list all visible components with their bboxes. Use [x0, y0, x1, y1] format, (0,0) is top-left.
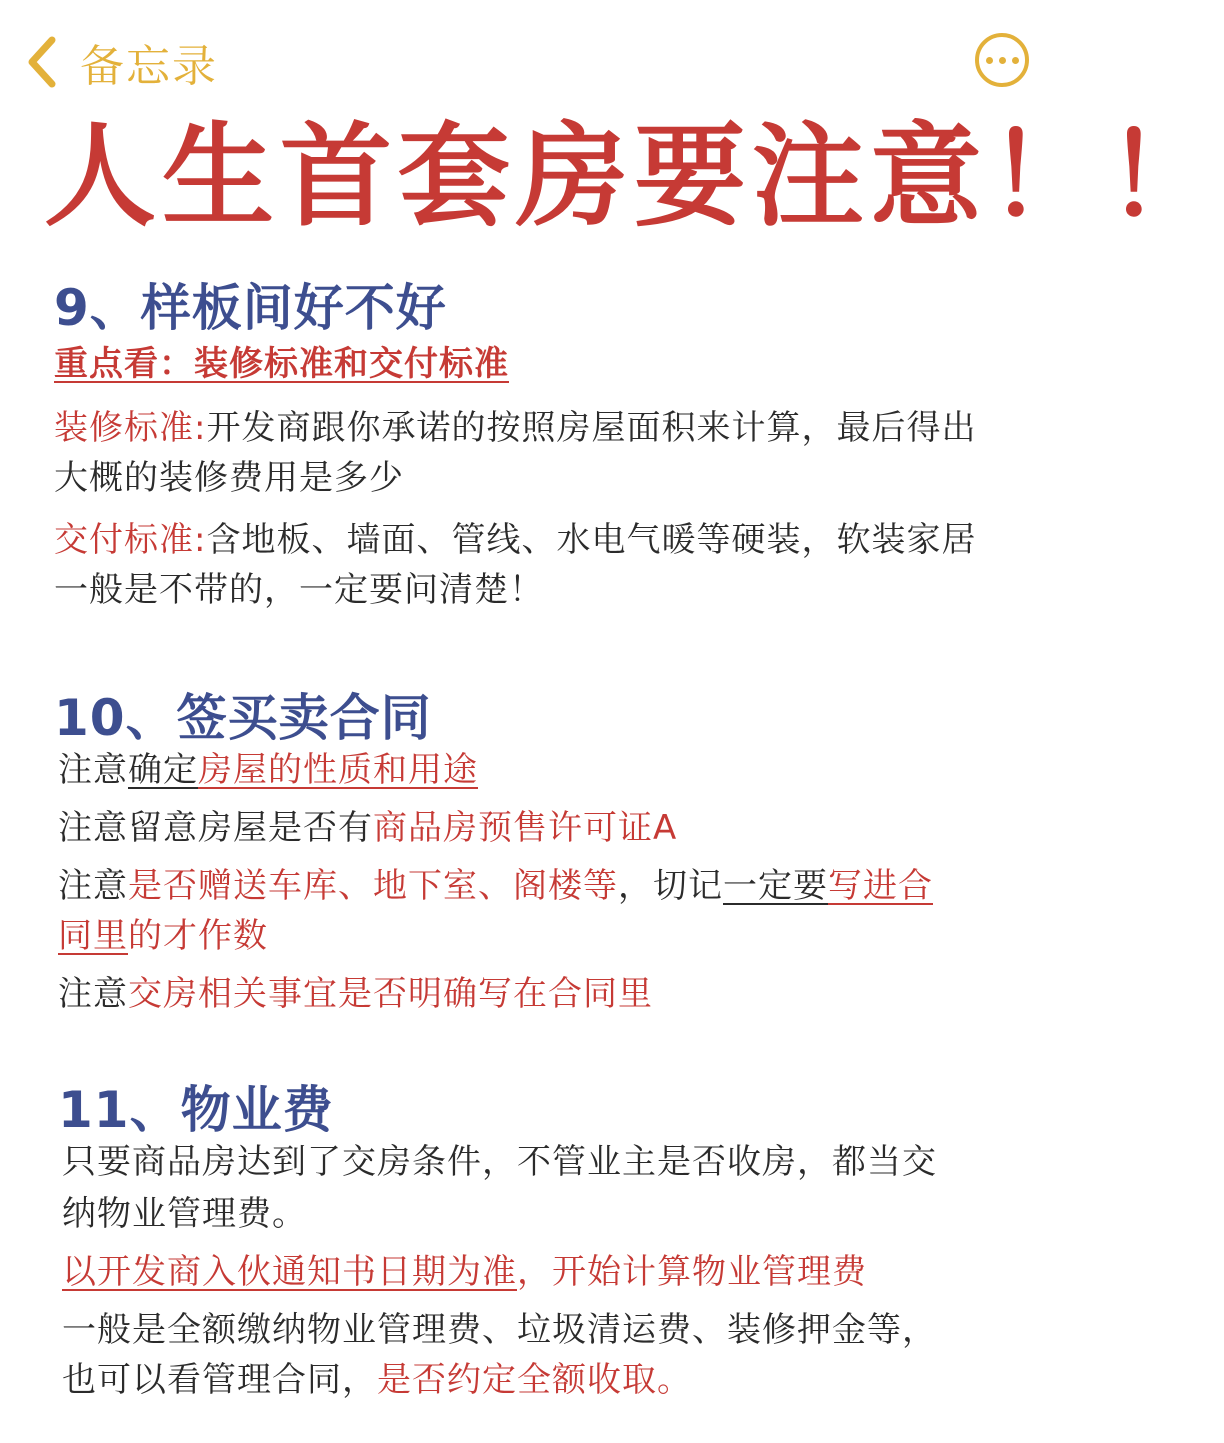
body-text: 含地板、墙面、管线、水电气暖等硬装，软装家居: [206, 520, 977, 560]
note-line: [58, 968, 653, 1020]
body-text: 注意: [58, 974, 128, 1014]
emphasis-text: 房屋的性质和用途: [198, 750, 478, 790]
note-line: [58, 802, 677, 854]
emphasis-text: 以开发商入伙通知书日期为准: [62, 1252, 517, 1292]
emphasis-text: ，开始计算物业管理费: [517, 1252, 867, 1292]
emphasis-text: 是否约定全额收取。: [377, 1360, 692, 1400]
emphasis-text: 商品房预售许可证A: [373, 808, 678, 848]
body-text: 一般是全额缴纳物业管理费、垃圾清运费、装修押金等，: [62, 1310, 937, 1350]
note-line: [62, 1246, 867, 1298]
emphasis-text: 重点看：装修标准和交付标准: [54, 344, 509, 384]
note-line: [58, 910, 268, 962]
body-text: 注意: [58, 866, 128, 906]
page-title: 人生首套房要注意！！: [44, 112, 1224, 242]
note-line: [54, 514, 976, 566]
section-heading-11: 11、物业费: [58, 1081, 334, 1139]
emphasis-text: 交房相关事宜是否明确写在合同里: [128, 974, 653, 1014]
body-text: 大概的装修费用是多少: [54, 458, 404, 498]
more-dots-icon: [999, 57, 1006, 64]
body-text: ，切记: [618, 866, 723, 906]
emphasis-text: 装修标准:: [54, 408, 207, 448]
chevron-left-icon: [22, 34, 62, 90]
body-text: 注意留意房屋是否有: [58, 808, 373, 848]
emphasis-text: 写进合: [828, 866, 933, 906]
note-line: [54, 338, 509, 390]
note-line: [58, 744, 478, 796]
note-line: [58, 860, 933, 912]
note-line: [54, 564, 544, 616]
body-text: 一般是不带的，一定要问清楚！: [54, 570, 544, 610]
body-text: 只要商品房达到了交房条件，不管业主是否收房，都当交: [62, 1142, 937, 1182]
note-line: [54, 402, 976, 454]
emphasis-text: 是否赠送车库、地下室、阁楼等: [128, 866, 618, 906]
body-text: 也可以看管理合同，: [62, 1360, 377, 1400]
body-text: 纳物业管理费。: [62, 1194, 307, 1234]
section-heading-10: 10、签买卖合同: [54, 689, 432, 747]
note-line: [62, 1188, 307, 1240]
emphasis-text: 交付标准:: [54, 520, 207, 560]
section-heading-9: 9、样板间好不好: [54, 279, 447, 337]
body-text: 注意: [58, 750, 128, 790]
emphasis-text: 同里: [58, 916, 128, 956]
note-line: [62, 1354, 692, 1406]
note-line: [62, 1304, 937, 1356]
note-line: [54, 452, 404, 504]
body-text: 开发商跟你承诺的按照房屋面积来计算，最后得出: [206, 408, 977, 448]
back-button[interactable]: [22, 32, 218, 92]
more-dots-icon: [986, 57, 993, 64]
note-line: [62, 1136, 937, 1188]
more-dots-icon: [1012, 57, 1019, 64]
more-options-button[interactable]: [975, 33, 1029, 87]
back-label: 备忘录: [80, 41, 218, 92]
underlined-text: 确定: [128, 750, 198, 790]
nav-bar: [0, 0, 1080, 118]
emphasis-text: 的才作数: [128, 916, 268, 956]
underlined-text: 一定要: [723, 866, 828, 906]
